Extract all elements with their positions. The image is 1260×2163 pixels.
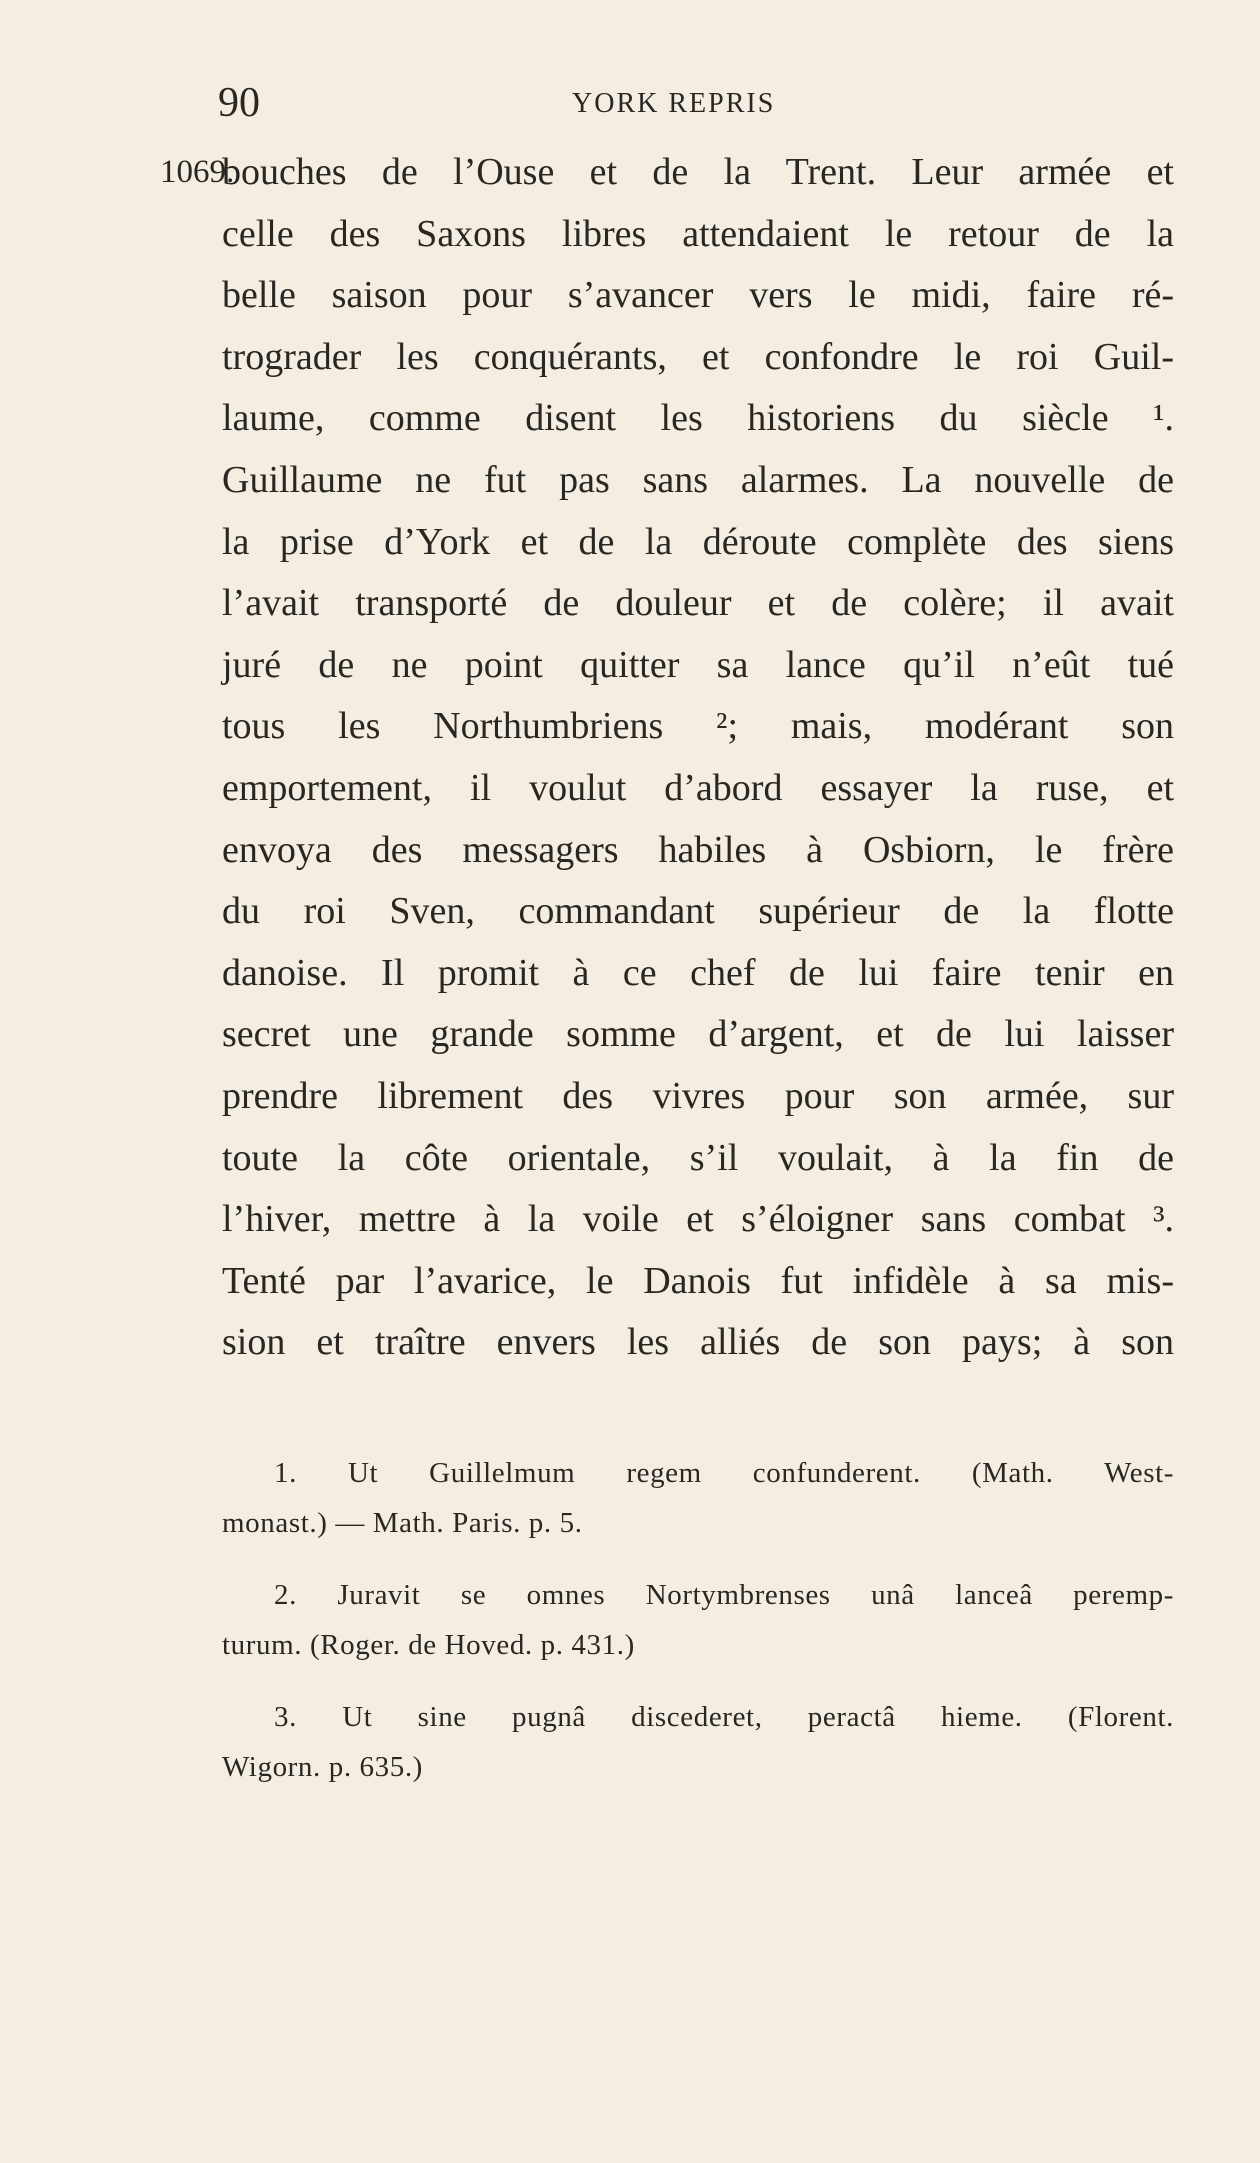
running-title: YORK REPRIS — [572, 88, 776, 119]
footnote-3-line-2: Wigorn. p. 635.) — [222, 1751, 423, 1783]
footnote-2-line-1: 2. Juravit se omnes Nortymbrenses unâ lanceâ peremp- — [274, 1579, 1174, 1611]
page-header — [0, 78, 1260, 128]
body-line: bouches de l’Ouse et de la Trent. Leur armée et — [222, 151, 1174, 193]
body-line: Tenté par l’avarice, le Danois fut infidèle à sa mis- — [222, 1259, 1174, 1302]
footnote-1-line-1: 1. Ut Guillelmum regem confunderent. (Math. West- — [274, 1457, 1174, 1489]
footnotes — [222, 1448, 1174, 1792]
footnote-1-line-2: monast.) — Math. Paris. p. 5. — [222, 1507, 583, 1539]
body-line: l’hiver, mettre à la voile et s’éloigner sans combat ³. — [222, 1198, 1174, 1241]
margin-year: 1069. — [160, 154, 235, 190]
footnote-3-line-1: 3. Ut sine pugnâ discederet, peractâ hieme. (Florent. — [274, 1701, 1174, 1733]
body-line: envoya des messagers habiles à Osbiorn, le frère — [222, 828, 1174, 871]
body-line: l’avait transporté de douleur et de colère; il avait — [222, 582, 1174, 625]
body-line: sion et traître envers les alliés de son pays; à son — [222, 1321, 1174, 1364]
body-line: laume, comme disent les historiens du siècle ¹. — [222, 397, 1174, 440]
body-line: Guillaume ne fut pas sans alarmes. La nouvelle de — [222, 458, 1174, 501]
body-line: juré de ne point quitter sa lance qu’il n’eût tué — [222, 643, 1174, 686]
footnote-gap — [222, 1548, 1174, 1570]
footnote-2-line-2: turum. (Roger. de Hoved. p. 431.) — [222, 1629, 635, 1661]
body-line: tous les Northumbriens ²; mais, modérant son — [222, 705, 1174, 748]
body-line: celle des Saxons libres attendaient le retour de la — [222, 212, 1174, 255]
body-line: du roi Sven, commandant supérieur de la flotte — [222, 890, 1174, 933]
body-line: belle saison pour s’avancer vers le midi, faire ré- — [222, 274, 1174, 317]
body-line: la prise d’York et de la déroute complète des siens — [222, 520, 1174, 563]
page-number: 90 — [218, 80, 260, 126]
footnote-gap — [222, 1670, 1174, 1692]
body-text — [222, 142, 1174, 1374]
body-line: danoise. Il promit à ce chef de lui faire tenir en — [222, 951, 1174, 994]
body-line: prendre librement des vivres pour son armée, sur — [222, 1074, 1174, 1117]
body-line: secret une grande somme d’argent, et de lui laisser — [222, 1013, 1174, 1056]
body-line: toute la côte orientale, s’il voulait, à la fin de — [222, 1136, 1174, 1179]
body-line: emportement, il voulut d’abord essayer la ruse, et — [222, 766, 1174, 809]
body-line: trograder les conquérants, et confondre le roi Guil- — [222, 335, 1174, 378]
